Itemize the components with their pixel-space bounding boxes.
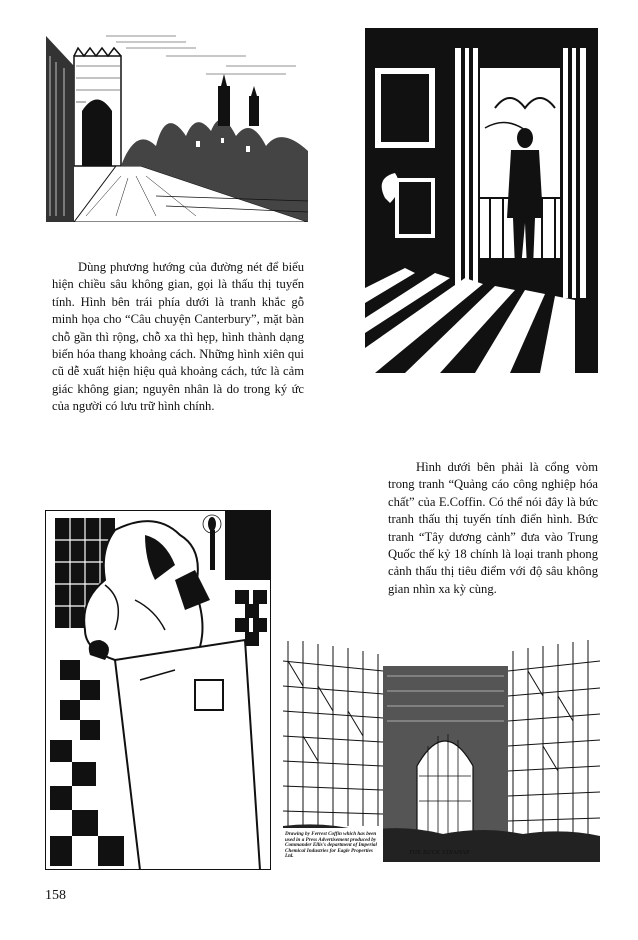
illustration-caption: Drawing by Ferrest Coffin which has been used in a Press Advertisement produced by Commander Ellis's department of Imperial Chemical Industries for Eagle Properties Ltd. — [285, 831, 377, 860]
industrial-arch-drawing — [283, 636, 600, 862]
paragraph-linear-perspective: Dùng phương hướng của đường nét để biểu hiện chiều sâu không gian, gọi là thấu thị tuyến tính. Hình bên trái phía dưới là tranh khắc gỗ minh họa cho “Câu chuyện Canterbury”, mặt bàn chỗ gần thì rộng, chỗ xa thì hẹp, hình thành dạng biến hóa thang khoảng cách. Những hình xiên qui cũ dễ xuất hiện hiệu quả khoảng cách, tức là cảm giác không gian; nguyên nhân là do trong ký ức của người có lưu trữ hình chính. — [52, 260, 304, 414]
monk-desk-woodcut — [45, 510, 271, 870]
castle-road-woodcut — [46, 26, 308, 222]
page-number: 158 — [45, 888, 66, 903]
window-figure-woodcut — [365, 28, 598, 373]
paragraph-coffin-arch: Hình dưới bên phải là cổng vòm trong tranh “Quảng cáo công nghiệp hóa chất” của E.Coffin. Có thể nói đây là bức tranh thấu thị tuyến tính điển hình. Bức tranh “Tây dương cảnh” đưa vào Trung Quốc thế kỷ 18 chính là loại tranh phong cảnh thấu thị tiêu điểm với độ sâu không gian nhìn xa kỳ cùng. — [388, 460, 598, 596]
artist-signature: THE BUCK STRAHAN — [409, 850, 470, 856]
